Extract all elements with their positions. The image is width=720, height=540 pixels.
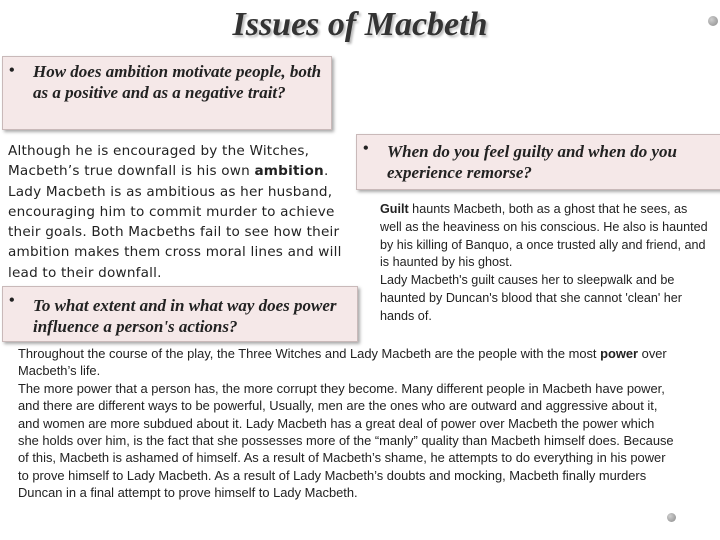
decorative-dot	[667, 513, 676, 522]
question-power: To what extent and in what way does power influence a person's actions?	[33, 296, 337, 336]
guilt-lady-macbeth: Lady Macbeth's guilt causes her to sleepwalk and be haunted by Duncan's blood that she cannot 'clean' her hands of.	[380, 273, 682, 323]
guilt-keyword: Guilt	[380, 202, 409, 216]
question-box-ambition	[2, 56, 332, 130]
bullet-marker: •	[363, 140, 369, 157]
ambition-intro: Although he is encouraged by the Witches, Macbeth’s true downfall is his own	[8, 143, 310, 180]
bullet-marker: •	[9, 62, 15, 79]
ambition-keyword: ambition	[254, 163, 324, 180]
question-guilt: When do you feel guilty and when do you experience remorse?	[387, 142, 677, 182]
question-ambition: How does ambition motivate people, both as a positive and as a negative trait?	[33, 62, 322, 102]
power-intro-line	[18, 345, 678, 380]
power-intro: Throughout the course of the play, the Three Witches and Lady Macbeth are the people with the most	[18, 346, 601, 361]
page-title: Issues of Macbeth	[232, 6, 488, 43]
power-rest: over Macbeth’s life.	[18, 346, 667, 379]
ambition-paragraph	[8, 141, 352, 283]
ambition-rest: . Lady Macbeth is as ambitious as her husband, encouraging him to commit murder to achieve their goals. Both Macbeths fail to see how their ambition makes them cross moral lines and will lead to their downfall.	[8, 163, 342, 281]
guilt-paragraph	[380, 201, 712, 326]
question-box-power	[2, 286, 358, 342]
power-paragraph	[18, 345, 678, 502]
bullet-marker: •	[9, 292, 15, 309]
decorative-dot	[708, 16, 718, 26]
power-keyword: power	[600, 346, 639, 361]
guilt-rest: haunts Macbeth, both as a ghost that he sees, as well as the heaviness on his conscious. He also is haunted by his killing of Banquo, a once trusted ally and friend, and is haunted by his ghost.	[380, 202, 708, 270]
power-body: The more power that a person has, the more corrupt they become. Many different people in Macbeth have power, and there are different ways to be powerful, Usually, men are the ones who are outward and aggressive about it, and women are more subdued about it. Lady Macbeth has a great deal of power over Macbeth the power which she holds over him, is the fact that she possesses more of the “manly” quality than Macbeth himself does. Because of this, Macbeth is ashamed of himself. As a result of Macbeth’s shame, he attempts to do everything in his power to prove himself to Lady Macbeth. As a result of Lady Macbeth’s doubts and mocking, Macbeth finally murders Duncan in a final attempt to prove himself to Lady Macbeth.	[18, 380, 674, 501]
question-box-guilt	[356, 134, 720, 190]
